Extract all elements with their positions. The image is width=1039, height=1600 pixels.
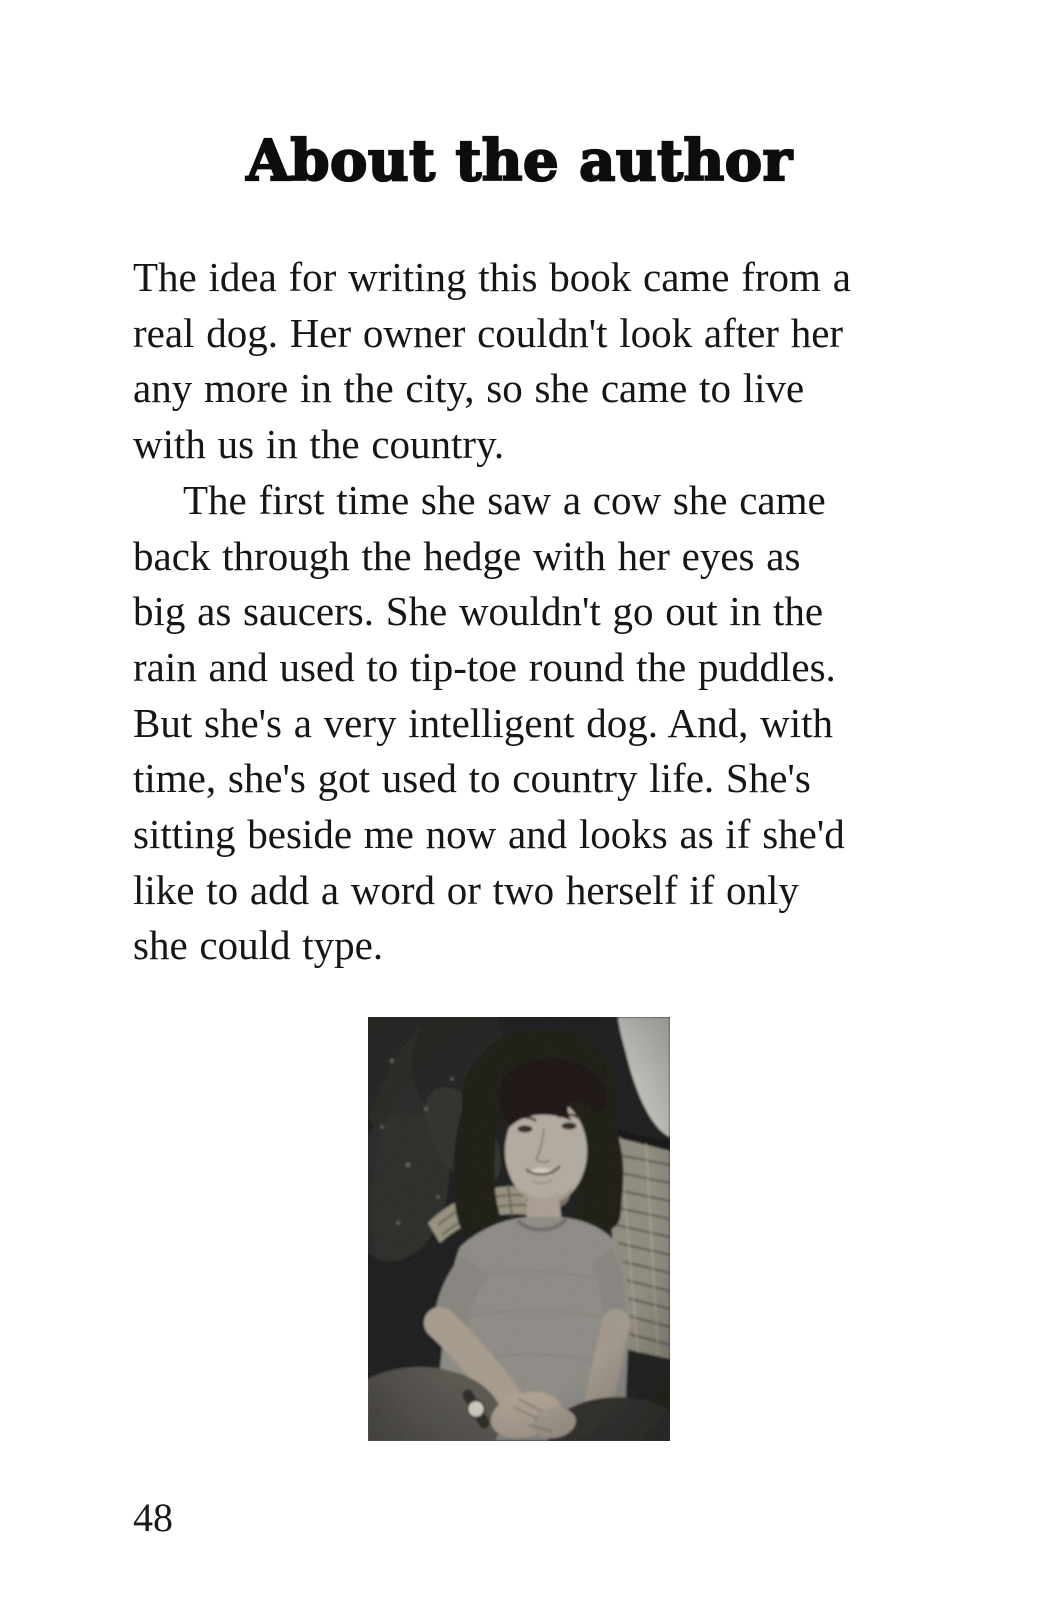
text-line: real dog. Her owner couldn't look after her <box>133 309 844 356</box>
text-line: back through the hedge with her eyes as <box>133 532 801 579</box>
text-line: The first time she saw a cow she came <box>183 476 826 523</box>
about-author-text <box>133 250 933 974</box>
text-line: But she's a very intelligent dog. And, with <box>133 699 834 746</box>
text-line: she could type. <box>133 922 384 969</box>
page-number: 48 <box>133 1495 173 1540</box>
text-line: The idea for writing this book came from a <box>133 254 851 300</box>
text-line: rain and used to tip-toe round the puddles. <box>133 643 836 690</box>
author-photo-image <box>368 1017 670 1441</box>
text-line: like to add a word or two herself if only <box>133 866 799 913</box>
text-line: with us in the country. <box>133 421 505 468</box>
paragraph <box>133 473 933 974</box>
page-title: About the author <box>246 128 793 194</box>
text-line: big as saucers. She wouldn't go out in the <box>133 588 824 635</box>
text-line: time, she's got used to country life. She's <box>133 755 811 802</box>
text-line: any more in the city, so she came to live <box>133 365 805 412</box>
paragraph <box>133 250 933 473</box>
text-line: sitting beside me now and looks as if she'd <box>133 811 845 858</box>
author-photo <box>368 1017 670 1441</box>
